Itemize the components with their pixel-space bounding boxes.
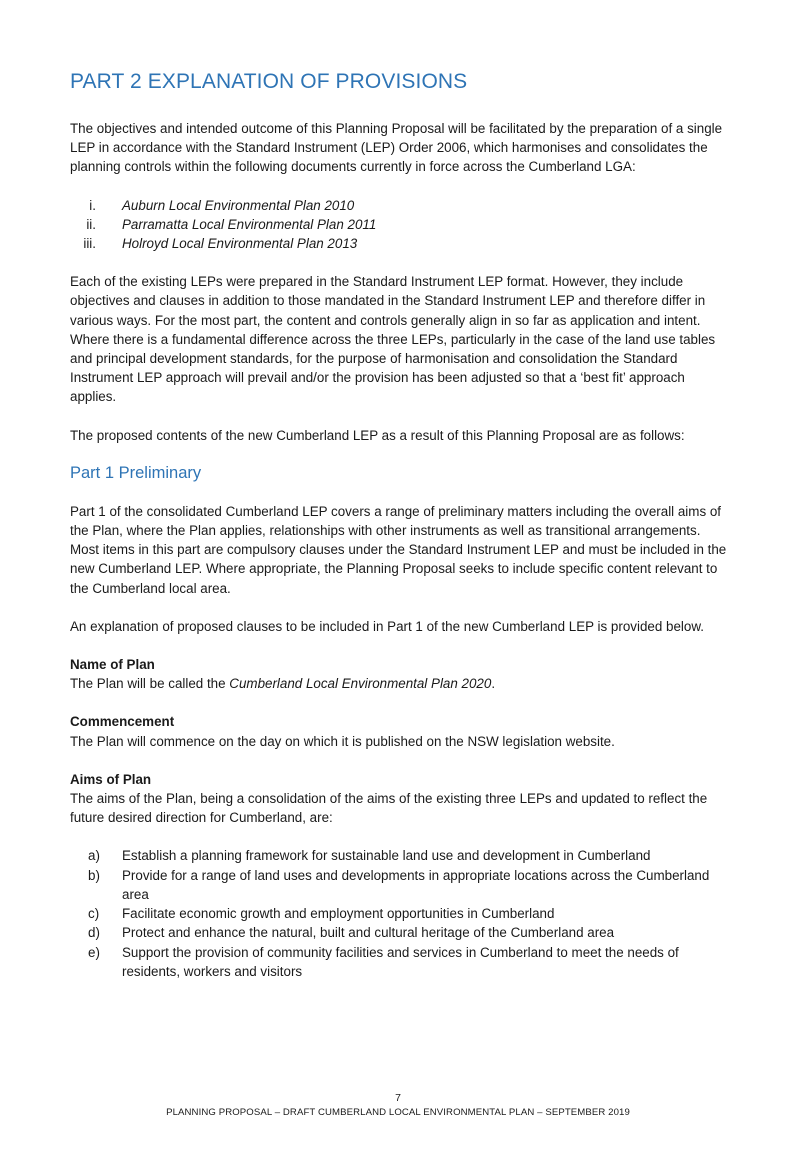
name-of-plan-text	[70, 674, 730, 693]
text-suffix: .	[491, 676, 496, 692]
list-item-letter: e)	[88, 944, 100, 960]
list-item-text: Holroyd Local Environmental Plan 2013	[122, 236, 358, 252]
list-item-text: Auburn Local Environmental Plan 2010	[122, 197, 355, 213]
list-item-letter: b)	[88, 867, 100, 883]
list-item-text: Establish a planning framework for sustainable land use and development in Cumberland	[122, 848, 651, 864]
documents-list	[70, 196, 730, 254]
list-item	[70, 866, 730, 904]
list-item-text: Support the provision of community facilities and services in Cumberland to meet the needs of residents, workers and visitors	[122, 944, 679, 979]
proposed-contents-paragraph: The proposed contents of the new Cumberland LEP as a result of this Planning Proposal are as follows:	[70, 427, 685, 443]
subheading: Name of Plan	[70, 657, 155, 673]
list-item-letter: d)	[88, 925, 100, 941]
list-item-text: Parramatta Local Environmental Plan 2011	[122, 216, 377, 232]
list-item-text: Protect and enhance the natural, built and cultural heritage of the Cumberland area	[122, 925, 615, 941]
aims-list	[70, 846, 730, 980]
commencement-section	[70, 712, 730, 750]
list-item	[70, 234, 730, 253]
page-number: 7	[395, 1092, 401, 1104]
list-item-number: ii.	[86, 216, 96, 232]
list-item	[70, 904, 730, 923]
list-item-number: iii.	[83, 236, 96, 252]
list-item	[70, 196, 730, 215]
aims-section	[70, 770, 730, 981]
intro-paragraph: The objectives and intended outcome of this Planning Proposal will be facilitated by the preparation of a single LEP in accordance with the Standard Instrument (LEP) Order 2006, which harmonises and consolidates the planning controls within the following documents currently in force across the Cumberland LGA:	[70, 121, 723, 175]
list-item	[70, 215, 730, 234]
page-content	[70, 70, 730, 1000]
plan-name: Cumberland Local Environmental Plan 2020	[229, 676, 492, 692]
name-of-plan-section	[70, 655, 730, 693]
text-prefix: The Plan will be called the	[70, 676, 230, 692]
subheading: Commencement	[70, 714, 175, 730]
part1-paragraph: Part 1 of the consolidated Cumberland LEP covers a range of preliminary matters including the overall aims of the Plan, where the Plan applies, relationships with other instruments as well as transitional arrangements. Most items in this part are compulsory clauses under the Standard Instrument LEP and must be included in the new Cumberland LEP. Where appropriate, the Planning Proposal seeks to include specific content relevant to the Cumberland local area.	[70, 503, 727, 596]
list-item-letter: a)	[88, 848, 100, 864]
list-item	[70, 923, 730, 942]
list-item-text: Provide for a range of land uses and developments in appropriate locations across the Cumberland area	[122, 867, 710, 902]
list-item	[70, 846, 730, 865]
part1-explanation-paragraph: An explanation of proposed clauses to be included in Part 1 of the new Cumberland LEP is provided below.	[70, 618, 704, 634]
list-item-text: Facilitate economic growth and employment opportunities in Cumberland	[122, 906, 555, 922]
list-item-number: i.	[89, 197, 96, 213]
footer-text: PLANNING PROPOSAL – DRAFT CUMBERLAND LOCAL ENVIRONMENTAL PLAN – SEPTEMBER 2019	[166, 1107, 630, 1118]
subheading: Aims of Plan	[70, 771, 152, 787]
list-item	[70, 943, 730, 981]
section-heading-part1: Part 1 Preliminary	[70, 463, 202, 482]
existing-leps-paragraph: Each of the existing LEPs were prepared in the Standard Instrument LEP format. However, they include objectives and clauses in addition to those mandated in the Standard Instrument LEP and therefore differ in various ways. For the most part, the content and controls generally align in so far as application and intent. Where there is a fundamental difference across the three LEPs, particularly in the case of the land use tables and principal development standards, for the purpose of harmonisation and consolidation the Standard Instrument LEP approach will prevail and/or the provision has been adjusted so that a ‘best fit’ approach applies.	[70, 274, 716, 405]
commencement-text: The Plan will commence on the day on which it is published on the NSW legislation website.	[70, 733, 615, 749]
list-item-letter: c)	[88, 906, 100, 922]
page-title: PART 2 EXPLANATION OF PROVISIONS	[70, 70, 468, 93]
aims-text: The aims of the Plan, being a consolidation of the aims of the existing three LEPs and updated to reflect the future desired direction for Cumberland, are:	[70, 791, 708, 826]
